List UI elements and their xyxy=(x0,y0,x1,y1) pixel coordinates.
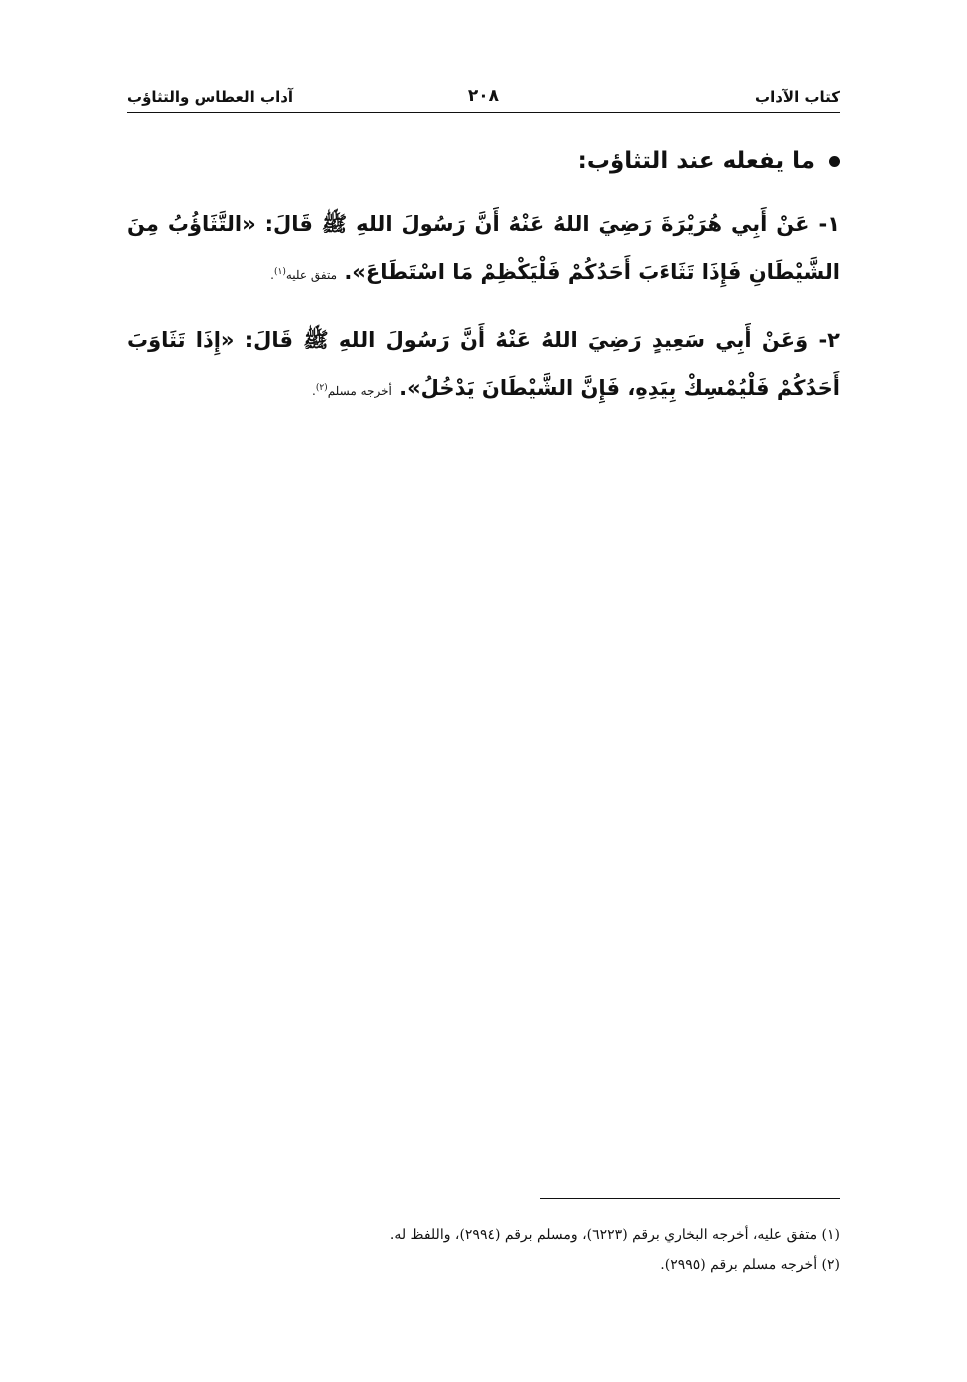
footnote-ref-2[interactable]: (٢) xyxy=(315,383,328,393)
footnote-divider xyxy=(540,1198,840,1199)
section-heading-text: ما يفعله عند التثاؤب: xyxy=(577,148,815,174)
footnote-2: (٢) أخرجه مسلم برقم (٢٩٩٥). xyxy=(660,1257,840,1273)
page-number: ٢٠٨ xyxy=(467,86,500,106)
hadith-1 xyxy=(127,200,840,299)
bullet-icon xyxy=(829,156,840,167)
running-header xyxy=(127,84,840,113)
hadith-2-source: أخرجه مسلم$^{(٢)}$. xyxy=(311,383,392,398)
hadith-2-text: وَعَنْ أَبِي سَعِيدٍ رَضِيَ اللهُ عَنْهُ أَنَّ رَسُولَ اللهِ ﷺ قَالَ: «إِذَا تَثَاوَبَ أَحَدُكُمْ فَلْيُمْسِكْ بِيَدِهِ، فَإِنَّ الشَّيْطَانَ يَدْخُلُ». xyxy=(127,328,840,400)
section-heading xyxy=(578,148,840,174)
hadith-2-source-label: أخرجه مسلم xyxy=(327,384,392,398)
book-title: كتاب الآداب xyxy=(755,88,840,106)
footnote-ref-1[interactable]: (١) xyxy=(274,267,286,277)
hadith-2 xyxy=(127,316,840,415)
footnotes xyxy=(127,1220,840,1280)
hadith-1-text: عَنْ أَبِي هُرَيْرَةَ رَضِيَ اللهُ عَنْهُ أَنَّ رَسُولَ اللهِ ﷺ قَالَ: «التَّثَاؤُبُ مِنَ الشَّيْطَانِ فَإِذَا تَثَاءَبَ أَحَدُكُمْ فَلْيَكْظِمْ مَا اسْتَطَاعَ». xyxy=(127,212,840,284)
chapter-title: آداب العطاس والتثاؤب xyxy=(127,88,294,106)
hadith-2-number: ٢- xyxy=(818,328,840,352)
footnote-1: (١) متفق عليه، أخرجه البخاري برقم (٦٢٢٣)، ومسلم برقم (٢٩٩٤)، واللفظ له. xyxy=(389,1227,840,1243)
hadith-1-source: متفق عليه$^{(١)}$. xyxy=(270,267,338,282)
hadith-1-number: ١- xyxy=(818,212,841,236)
hadith-1-source-label: متفق عليه xyxy=(285,268,338,282)
